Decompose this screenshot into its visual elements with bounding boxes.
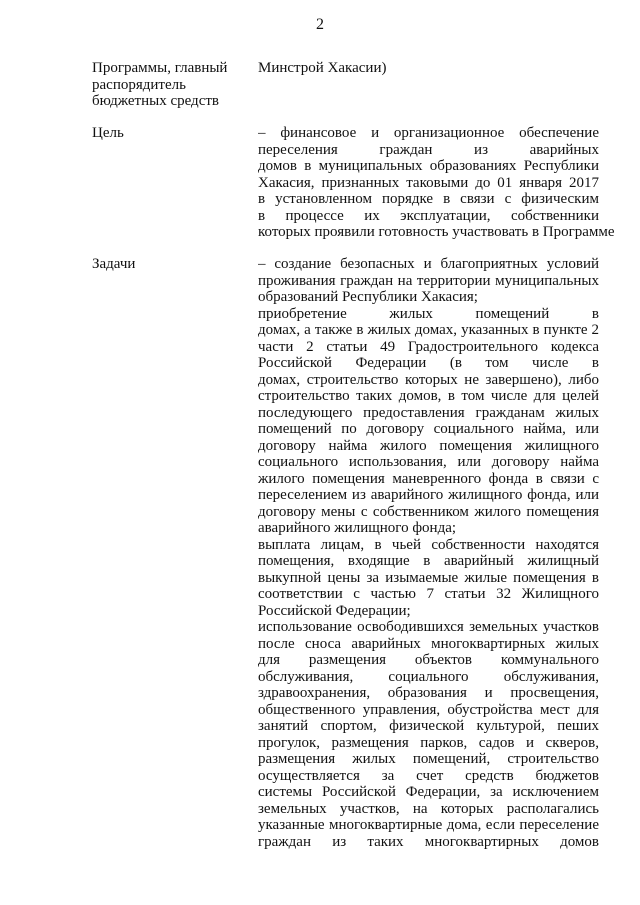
value-line: части 2 статьи 49 Градостроительного кодекса: [258, 338, 599, 355]
row-label-tasks: [92, 256, 242, 273]
label-line: Цель: [92, 125, 124, 141]
value-line: договору мены с собственником жилого помещения: [258, 503, 599, 520]
value-line: домах, строительство которых не завершено), либо: [258, 371, 599, 388]
row-label-program: [92, 60, 242, 110]
value-line: проживания граждан на территории муниципальных: [258, 272, 599, 289]
value-line: социального использования, или договору найма: [258, 454, 599, 470]
value-line: помещений по договору социального найма, или: [258, 421, 599, 437]
value-line: приобретение жилых помещений в: [258, 305, 599, 322]
value-line: Российской Федерации (в том числе в: [258, 355, 599, 371]
value-line: домов в муниципальных образованиях Республики: [258, 158, 599, 174]
value-line: выкупной цены за изымаемые жилые помещения в: [258, 569, 599, 586]
value-line: здравоохранения, образования и просвещения,: [258, 685, 599, 701]
label-line: Программы, главный: [92, 60, 228, 76]
value-line: общественного управления, обустройства мест для: [258, 701, 599, 718]
value-line: которых проявили готовность участвовать в Программе: [258, 224, 615, 240]
value-line: указанные многоквартирные дома, если переселение: [258, 817, 599, 833]
value-line: системы Российской Федерации, за исключением: [258, 784, 599, 800]
value-line: – создание безопасных и благоприятных условий: [258, 256, 599, 272]
row-value-goal: [258, 125, 615, 241]
value-line: договору найма жилого помещения жилищного: [258, 437, 599, 454]
value-line: – финансовое и организационное обеспечение: [258, 125, 599, 141]
value-line: Минстрой Хакасии): [258, 60, 387, 76]
value-line: земельных участков, на которых располагались: [258, 800, 599, 817]
label-line: Задачи: [92, 256, 136, 272]
label-line: распорядитель: [92, 76, 186, 93]
value-line: прогулок, размещения парков, садов и скверов,: [258, 734, 599, 751]
value-line: переселения граждан из аварийных: [258, 141, 599, 158]
value-line: граждан из таких многоквартирных домов: [258, 833, 599, 850]
value-line: выплата лицам, в чьей собственности находятся: [258, 536, 599, 553]
value-line: размещения жилых помещений, строительство: [258, 751, 599, 767]
value-line: обслуживания, социального обслуживания,: [258, 668, 599, 685]
value-line: жилого помещения маневренного фонда в связи с: [258, 470, 599, 487]
row-label-goal: [92, 125, 242, 142]
value-line: после сноса аварийных многоквартирных жилых: [258, 635, 599, 652]
label-line: бюджетных средств: [92, 93, 219, 109]
value-line: образований Республики Хакасия;: [258, 289, 478, 305]
value-line: в процессе их эксплуатации, собственники: [258, 207, 599, 224]
value-line: использование освободившихся земельных участков: [258, 619, 599, 635]
row-value-program: [258, 60, 599, 77]
value-line: аварийного жилищного фонда;: [258, 520, 457, 536]
value-line: для размещения объектов коммунального: [258, 652, 599, 668]
value-line: последующего предоставления гражданам жилых: [258, 404, 599, 421]
value-line: строительство таких домов, в том числе для целей: [258, 388, 599, 404]
value-line: в установленном порядке в связи с физическим: [258, 191, 599, 207]
value-line: переселением из аварийного жилищного фонда, или: [258, 487, 599, 503]
value-line: Хакасия, признанных таковыми до 01 января 2017: [258, 174, 599, 191]
value-line: занятий спортом, физической культурой, пеших: [258, 718, 599, 734]
row-value-tasks: [258, 256, 599, 850]
page-number: 2: [316, 16, 324, 33]
value-line: соответствии с частью 7 статьи 32 Жилищного: [258, 586, 599, 602]
value-line: осуществляется за счет средств бюджетов: [258, 767, 599, 784]
value-line: помещения, входящие в аварийный жилищный: [258, 553, 599, 569]
value-line: домах, а также в жилых домах, указанных в пункте 2: [258, 322, 599, 338]
value-line: Российской Федерации;: [258, 602, 411, 619]
